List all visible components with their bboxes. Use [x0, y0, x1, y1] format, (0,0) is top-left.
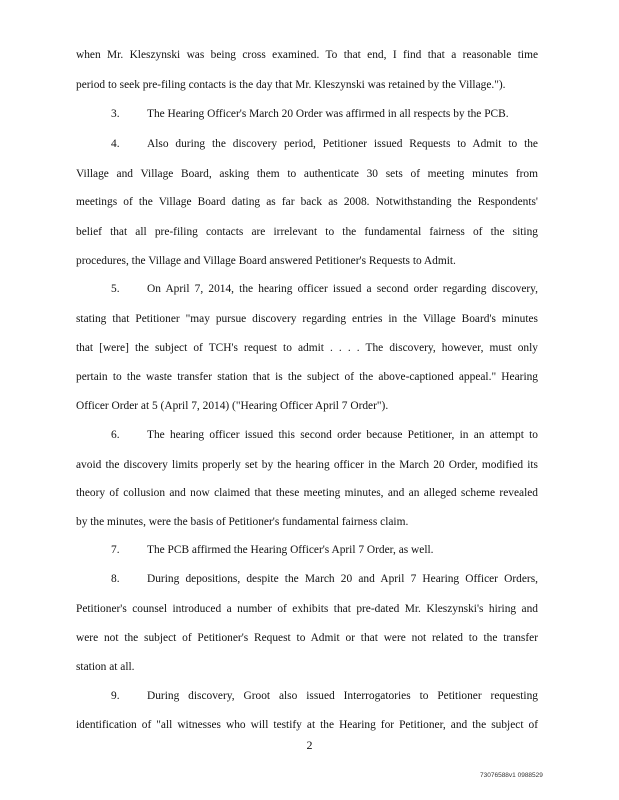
paragraph-number: 4. [111, 138, 120, 150]
text-line: Petitioner's counsel introduced a number of exhibits that pre-dated Mr. Kleszynski's hiring and [76, 603, 538, 615]
paragraph-number: 7. [111, 544, 120, 556]
text-line: identification of "all witnesses who will testify at the Hearing for Petitioner, and the subject of [76, 719, 538, 731]
text-line: During discovery, Groot also issued Interrogatories to Petitioner requesting [147, 690, 538, 702]
text-line: stating that Petitioner "may pursue discovery regarding entries in the Village Board's minutes [76, 313, 538, 325]
text-line: Also during the discovery period, Petitioner issued Requests to Admit to the [147, 138, 538, 150]
paragraph-number: 5. [111, 283, 120, 295]
text-line: During depositions, despite the March 20 and April 7 Hearing Officer Orders, [147, 573, 538, 585]
text-line: On April 7, 2014, the hearing officer issued a second order regarding discovery, [147, 283, 538, 295]
text-line: pertain to the waste transfer station that is the subject of the above-captioned appeal." Hearing [76, 371, 538, 383]
text-line: by the minutes, were the basis of Petitioner's fundamental fairness claim. [76, 516, 409, 528]
text-line: when Mr. Kleszynski was being cross examined. To that end, I find that a reasonable time [76, 49, 538, 61]
text-line: The Hearing Officer's March 20 Order was affirmed in all respects by the PCB. [147, 108, 509, 120]
text-line: The hearing officer issued this second order because Petitioner, in an attempt to [147, 429, 538, 441]
text-line: theory of collusion and now claimed that these meeting minutes, and an alleged scheme revealed [76, 487, 538, 499]
document-id: 73076588v1 0988529 [480, 772, 543, 779]
text-line: The PCB affirmed the Hearing Officer's April 7 Order, as well. [147, 544, 434, 556]
text-line: station at all. [76, 661, 135, 673]
text-line: procedures, the Village and Village Board answered Petitioner's Requests to Admit. [76, 255, 456, 267]
paragraph-number: 8. [111, 573, 120, 585]
text-line: belief that all pre-filing contacts are irrelevant to the fundamental fairness of the siting [76, 226, 538, 238]
text-line: avoid the discovery limits properly set by the hearing officer in the March 20 Order, modified its [76, 459, 538, 471]
paragraph-number: 3. [111, 108, 120, 120]
text-line: meetings of the Village Board dating as far back as 2008. Notwithstanding the Respondents' [76, 196, 538, 208]
paragraph-number: 9. [111, 690, 120, 702]
text-line: period to seek pre-filing contacts is the day that Mr. Kleszynski was retained by the Village."). [76, 79, 506, 91]
page-number: 2 [306, 738, 313, 752]
text-line: were not the subject of Petitioner's Request to Admit or that were not related to the transfer [76, 632, 538, 644]
paragraph-number: 6. [111, 429, 120, 441]
text-line: that [were] the subject of TCH's request to admit . . . . The discovery, however, must only [76, 342, 538, 354]
text-line: Officer Order at 5 (April 7, 2014) ("Hearing Officer April 7 Order"). [76, 400, 389, 412]
text-line: Village and Village Board, asking them to authenticate 30 sets of meeting minutes from [76, 168, 538, 180]
